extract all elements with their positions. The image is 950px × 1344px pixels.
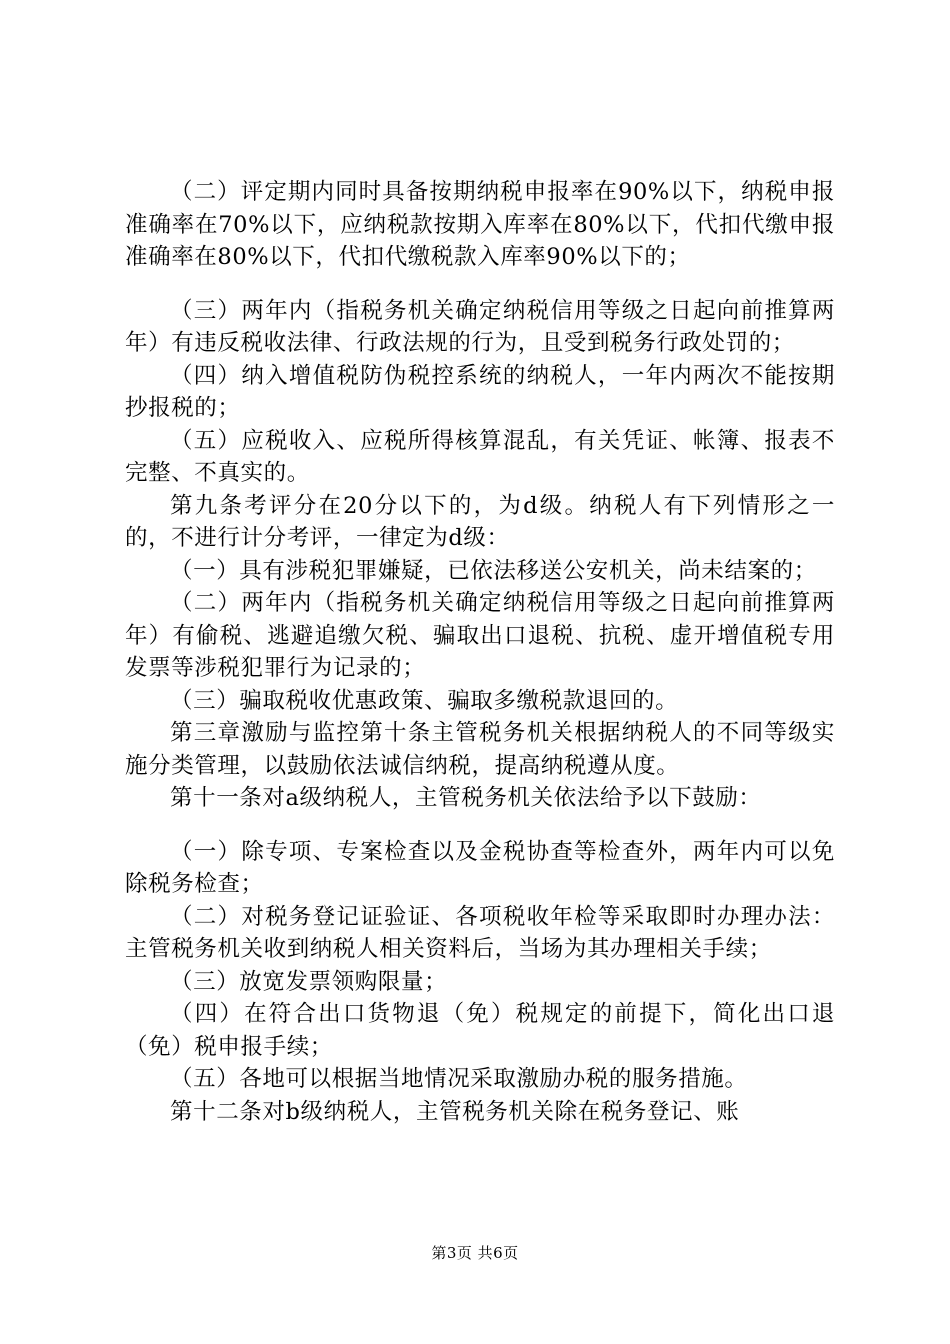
page-footer: 第3页 共6页 xyxy=(431,1244,519,1262)
document-body xyxy=(125,176,835,1128)
paragraph: （三）两年内（指税务机关确定纳税信用等级之日起向前推算两年）有违反税收法律、行政法规的行为，且受到税务行政处罚的； xyxy=(125,297,835,356)
paragraph: （四）在符合出口货物退（免）税规定的前提下，简化出口退（免）税申报手续； xyxy=(125,1001,835,1060)
paragraph: （二）对税务登记证验证、各项税收年检等采取即时办理办法：主管税务机关收到纳税人相关资料后，当场为其办理相关手续； xyxy=(125,903,835,962)
paragraph: 第十一条对a级纳税人，主管税务机关依法给予以下鼓励： xyxy=(170,785,762,811)
paragraph: （三）骗取税收优惠政策、骗取多缴税款退回的。 xyxy=(170,687,679,714)
paragraph: （三）放宽发票领购限量； xyxy=(170,968,448,995)
paragraph: （五）应税收入、应税所得核算混乱，有关凭证、帐簿、报表不完整、不真实的。 xyxy=(125,427,835,486)
paragraph: 第三章激励与监控第十条主管税务机关根据纳税人的不同等级实施分类管理，以鼓励依法诚信纳税，提高纳税遵从度。 xyxy=(125,720,835,779)
paragraph: 第十二条对b级纳税人，主管税务机关除在税务登记、账 xyxy=(170,1098,740,1125)
paragraph: （一）除专项、专案检查以及金税协查等检查外，两年内可以免除税务检查； xyxy=(125,838,835,897)
paragraph: （一）具有涉税犯罪嫌疑，已依法移送公安机关，尚未结案的； xyxy=(170,557,817,584)
paragraph: （二）评定期内同时具备按期纳税申报率在90%以下，纳税申报准确率在70%以下，应纳税款按期入库率在80%以下，代扣代缴申报准确率在80%以下，代扣代缴税款入库率90%以下的； xyxy=(125,179,835,270)
paragraph: （四）纳入增值税防伪税控系统的纳税人，一年内两次不能按期抄报税的； xyxy=(125,362,835,421)
paragraph: 第九条考评分在20分以下的，为d级。纳税人有下列情形之一的，不进行计分考评，一律定为d级： xyxy=(125,492,835,551)
paragraph: （二）两年内（指税务机关确定纳税信用等级之日起向前推算两年）有偷税、逃避追缴欠税、骗取出口退税、抗税、虚开增值税专用发票等涉税犯罪行为记录的； xyxy=(125,590,835,681)
paragraph: （五）各地可以根据当地情况采取激励办税的服务措施。 xyxy=(170,1066,748,1092)
